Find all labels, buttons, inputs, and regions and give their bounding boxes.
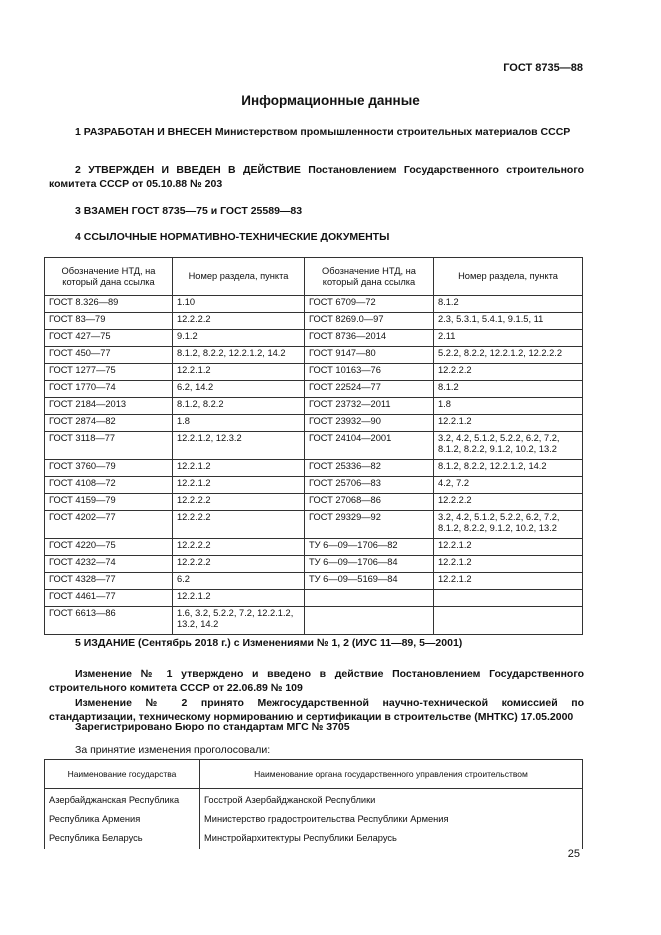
table-row [45, 364, 583, 381]
table-row [45, 573, 583, 590]
table-cell: Минстройархитектуры Республики Беларусь [200, 830, 583, 849]
table-header-row [45, 258, 583, 296]
table-cell: ГОСТ 2184—2013 [45, 398, 173, 415]
table-cell: Республика Беларусь [45, 830, 200, 849]
col-header: Наименование государства [45, 760, 200, 789]
table-cell: ГОСТ 3118—77 [45, 432, 173, 460]
table-row [45, 556, 583, 573]
section-4 [49, 230, 584, 244]
table-cell: 3.2, 4.2, 5.1.2, 5.2.2, 6.2, 7.2, 8.1.2, 8.2.2, 9.1.2, 10.2, 13.2 [434, 432, 583, 460]
table-row [45, 432, 583, 460]
table-header-row [45, 760, 583, 789]
table-cell: ГОСТ 25706—83 [305, 477, 434, 494]
section-4-text: 4 ССЫЛОЧНЫЕ НОРМАТИВНО-ТЕХНИЧЕСКИЕ ДОКУМЕНТЫ [75, 231, 390, 243]
table-row [45, 398, 583, 415]
table-cell: ГОСТ 8269.0—97 [305, 313, 434, 330]
table-row [45, 789, 583, 812]
table-row [45, 381, 583, 398]
table-cell: ГОСТ 427—75 [45, 330, 173, 347]
table-cell: 8.1.2, 8.2.2 [173, 398, 305, 415]
table-cell: ГОСТ 4202—77 [45, 511, 173, 539]
table-cell: ТУ 6—09—5169—84 [305, 573, 434, 590]
table-cell: ТУ 6—09—1706—84 [305, 556, 434, 573]
table-cell: 1.6, 3.2, 5.2.2, 7.2, 12.2.1.2, 13.2, 14.2 [173, 607, 305, 635]
table-cell: ГОСТ 23732—2011 [305, 398, 434, 415]
table-cell: 12.2.1.2 [434, 573, 583, 590]
table-cell: 12.2.2.2 [173, 556, 305, 573]
col-header: Номер раздела, пункта [434, 258, 583, 296]
registration-text: Зарегистрировано Бюро по стандартам МГС № 3705 [75, 721, 350, 733]
table-cell: ГОСТ 24104—2001 [305, 432, 434, 460]
table-cell: ГОСТ 1277—75 [45, 364, 173, 381]
registration-note [49, 720, 584, 734]
table-cell: ГОСТ 8736—2014 [305, 330, 434, 347]
table-cell: 8.1.2 [434, 296, 583, 313]
table-cell: 8.1.2, 8.2.2, 12.2.1.2, 14.2 [173, 347, 305, 364]
table-cell: ГОСТ 3760—79 [45, 460, 173, 477]
table-row [45, 590, 583, 607]
table-row [45, 313, 583, 330]
table-cell: 12.2.1.2 [434, 539, 583, 556]
table-row [45, 539, 583, 556]
change-1 [49, 667, 584, 695]
table-cell: 1.8 [173, 415, 305, 432]
section-5-text: 5 ИЗДАНИЕ (Сентябрь 2018 г.) с Изменениями № 1, 2 (ИУС 11—89, 5—2001) [75, 637, 463, 649]
table-cell: ГОСТ 22524—77 [305, 381, 434, 398]
page-number: 25 [567, 848, 580, 860]
table-cell: 9.1.2 [173, 330, 305, 347]
table-cell: ГОСТ 29329—92 [305, 511, 434, 539]
section-2-text: 2 УТВЕРЖДЕН И ВВЕДЕН В ДЕЙСТВИЕ Постановлением Государственного строительного комитета СССР от 05.10.88 № 203 [49, 164, 584, 190]
section-3-text: 3 ВЗАМЕН ГОСТ 8735—75 и ГОСТ 25589—83 [75, 205, 303, 217]
table-row [45, 330, 583, 347]
table-cell [434, 590, 583, 607]
col-header: Обозначение НТД, на который дана ссылка [305, 258, 434, 296]
reference-documents-table [44, 257, 583, 635]
table-cell: ГОСТ 23932—90 [305, 415, 434, 432]
table-row [45, 494, 583, 511]
table-cell: 12.2.1.2 [434, 556, 583, 573]
table-cell [434, 607, 583, 635]
document-code: ГОСТ 8735—88 [503, 62, 583, 74]
page-title: Информационные данные [241, 93, 420, 108]
col-header: Наименование органа государственного управления строительством [200, 760, 583, 789]
table-cell: 6.2 [173, 573, 305, 590]
table-cell [305, 590, 434, 607]
table-cell: 12.2.2.2 [173, 313, 305, 330]
section-1-text: 1 РАЗРАБОТАН И ВНЕСЕН Министерством промышленности строительных материалов СССР [75, 126, 571, 138]
table-cell: ГОСТ 6709—72 [305, 296, 434, 313]
table-cell: 12.2.2.2 [434, 364, 583, 381]
government-bodies-table [44, 759, 583, 849]
table-row [45, 415, 583, 432]
table-cell: ГОСТ 25336—82 [305, 460, 434, 477]
table-cell: 12.2.1.2 [173, 460, 305, 477]
table-cell: 1.10 [173, 296, 305, 313]
table-cell [305, 607, 434, 635]
table-cell: 12.2.1.2 [173, 364, 305, 381]
table-cell: ТУ 6—09—1706—82 [305, 539, 434, 556]
table-cell: 8.1.2 [434, 381, 583, 398]
table-row [45, 460, 583, 477]
table-cell: ГОСТ 4159—79 [45, 494, 173, 511]
table-cell: ГОСТ 27068—86 [305, 494, 434, 511]
table-row [45, 830, 583, 849]
table-cell: 2.11 [434, 330, 583, 347]
section-1 [49, 125, 584, 139]
table-cell: 12.2.2.2 [434, 494, 583, 511]
table-cell: 12.2.1.2 [173, 477, 305, 494]
table-cell: ГОСТ 2874—82 [45, 415, 173, 432]
table-row [45, 477, 583, 494]
table-cell: 12.2.2.2 [173, 511, 305, 539]
table-cell: ГОСТ 450—77 [45, 347, 173, 364]
table-cell: Азербайджанская Республика [45, 789, 200, 812]
change-2-text: Изменение № 2 принято Межгосударственной научно-технической комиссией по стандартизации, техническому нормированию и сертификации в строительстве (МНТКС) 17.05.2000 [49, 697, 584, 723]
col-header: Номер раздела, пункта [173, 258, 305, 296]
table-row [45, 811, 583, 830]
table-cell: ГОСТ 9147—80 [305, 347, 434, 364]
col-header: Обозначение НТД, на который дана ссылка [45, 258, 173, 296]
table-cell: 4.2, 7.2 [434, 477, 583, 494]
table-cell: ГОСТ 4328—77 [45, 573, 173, 590]
table-cell: 2.3, 5.3.1, 5.4.1, 9.1.5, 11 [434, 313, 583, 330]
table-cell: 12.2.2.2 [173, 539, 305, 556]
table-cell: 6.2, 14.2 [173, 381, 305, 398]
table-cell: Министерство градостроительства Республики Армения [200, 811, 583, 830]
table-cell: 12.2.1.2 [173, 590, 305, 607]
table-cell: ГОСТ 10163—76 [305, 364, 434, 381]
table-cell: 12.2.1.2 [434, 415, 583, 432]
table-cell: Республика Армения [45, 811, 200, 830]
table-cell: 12.2.1.2, 12.3.2 [173, 432, 305, 460]
table-cell: 8.1.2, 8.2.2, 12.2.1.2, 14.2 [434, 460, 583, 477]
table-cell: 1.8 [434, 398, 583, 415]
table-cell: ГОСТ 1770—74 [45, 381, 173, 398]
change-1-text: Изменение № 1 утверждено и введено в действие Постановлением Государственного строительного комитета СССР от 22.06.89 № 109 [49, 668, 584, 694]
table-cell: ГОСТ 4461—77 [45, 590, 173, 607]
vote-label: За принятие изменения проголосовали: [75, 744, 271, 756]
table-cell: Госстрой Азербайджанской Республики [200, 789, 583, 812]
table-cell: 5.2.2, 8.2.2, 12.2.1.2, 12.2.2.2 [434, 347, 583, 364]
table-cell: ГОСТ 8.326—89 [45, 296, 173, 313]
table-row [45, 607, 583, 635]
table-cell: ГОСТ 83—79 [45, 313, 173, 330]
table-row [45, 296, 583, 313]
section-3 [49, 204, 584, 218]
table-cell: ГОСТ 6613—86 [45, 607, 173, 635]
table-cell: ГОСТ 4232—74 [45, 556, 173, 573]
table-row [45, 347, 583, 364]
table-cell: 3.2, 4.2, 5.1.2, 5.2.2, 6.2, 7.2, 8.1.2, 8.2.2, 9.1.2, 10.2, 13.2 [434, 511, 583, 539]
section-2 [49, 163, 584, 191]
table-row [45, 511, 583, 539]
table-cell: ГОСТ 4108—72 [45, 477, 173, 494]
section-5 [49, 636, 584, 650]
table-cell: ГОСТ 4220—75 [45, 539, 173, 556]
table-cell: 12.2.2.2 [173, 494, 305, 511]
